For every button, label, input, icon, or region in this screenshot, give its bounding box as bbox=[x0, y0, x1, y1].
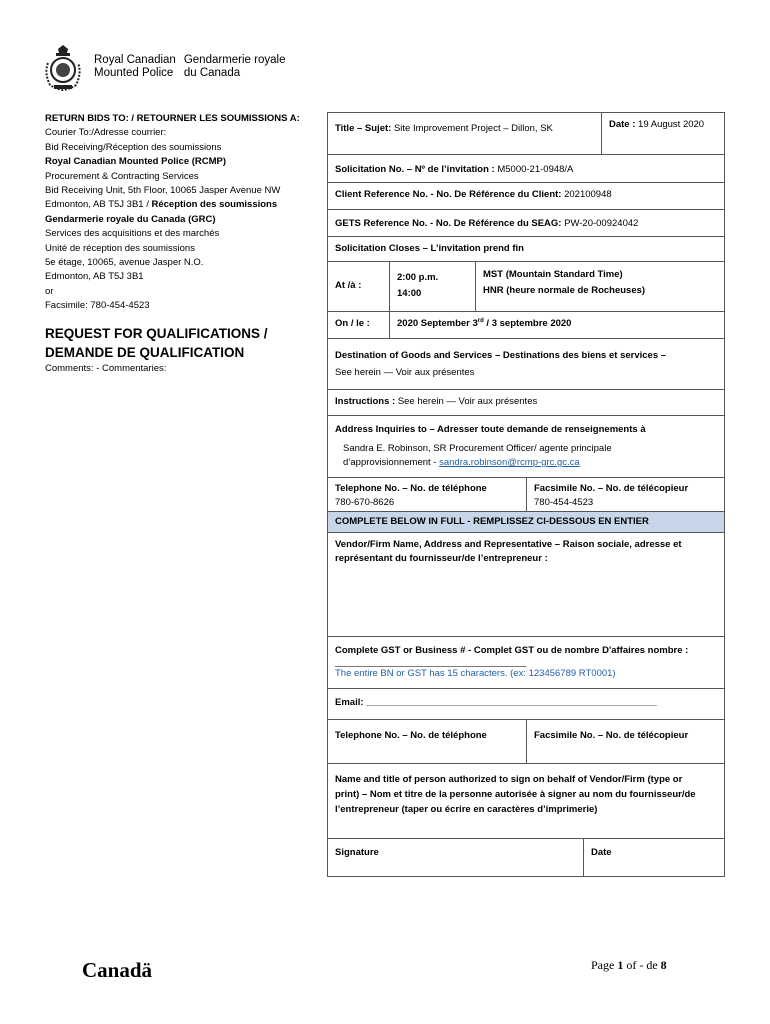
solicitation-label: Solicitation No. – Nº de l’invitation : bbox=[335, 164, 495, 175]
page-total: 8 bbox=[660, 958, 667, 972]
timezone-en: MST (Mountain Standard Time) bbox=[483, 269, 623, 280]
at-label: At /à : bbox=[335, 280, 362, 291]
date-cell bbox=[601, 113, 724, 154]
page-middle: of - de bbox=[623, 958, 661, 972]
signature-date-field[interactable]: Date bbox=[583, 839, 724, 876]
gst-hint: The entire BN or GST has 15 characters. (ex: 123456789 RT0001) bbox=[335, 668, 616, 679]
fax-value: 780-454-4523 bbox=[534, 497, 594, 508]
solicitation-row bbox=[328, 154, 724, 182]
client-ref-row bbox=[328, 182, 724, 209]
date-label: Date : bbox=[609, 119, 636, 130]
closing-date-row bbox=[328, 311, 724, 338]
closing-time-24h: 14:00 bbox=[397, 288, 422, 299]
fax-cell bbox=[526, 478, 724, 511]
contact-phone-row bbox=[328, 477, 724, 511]
address-line-2: Royal Canadian Mounted Police (RCMP) bbox=[45, 156, 227, 168]
telephone-cell bbox=[328, 478, 526, 511]
closing-date-value bbox=[389, 312, 724, 338]
vendor-fax-field[interactable]: Facsimile No. – No. de télécopieur bbox=[526, 720, 724, 763]
signature-row bbox=[328, 838, 724, 876]
authorized-label-1: Name and title of person authorized to sign on behalf of Vendor/Firm (type or bbox=[335, 774, 683, 785]
rfq-title-fr: DEMANDE DE QUALIFICATION bbox=[45, 344, 245, 360]
address-line-6: Gendarmerie royale du Canada (GRC) bbox=[45, 213, 216, 225]
address-line-4: Bid Receiving Unit, 5th Floor, 10065 Jasper Avenue NW bbox=[45, 185, 281, 197]
fax-label: Facsimile No. – No. de télécopieur bbox=[534, 483, 689, 494]
vendor-label-1: Vendor/Firm Name, Address and Representative – Raison sociale, adresse et bbox=[335, 539, 682, 550]
complete-below-band: COMPLETE BELOW IN FULL - REMPLISSEZ CI-DESSOUS EN ENTIER bbox=[328, 511, 724, 532]
closes-label: Solicitation Closes – L’invitation prend fin bbox=[335, 243, 524, 254]
org-name-fr-2: du Canada bbox=[183, 67, 241, 79]
or-text: or bbox=[45, 285, 54, 297]
address-line-5 bbox=[45, 198, 315, 212]
canada-wordmark: Canadä bbox=[82, 958, 153, 982]
address-line-5a: Edmonton, AB T5J 3B1 / bbox=[45, 199, 152, 211]
contact-block bbox=[335, 442, 717, 470]
return-bids-heading: RETURN BIDS TO: / RETOURNER LES SOUMISSIONS A: bbox=[45, 113, 300, 124]
destination-value: See herein — Voir aux présentes bbox=[335, 367, 475, 378]
title-label: Title – Sujet: bbox=[335, 123, 392, 134]
facsimile-text: Facsimile: 780-454-4523 bbox=[45, 300, 150, 312]
signature-field[interactable]: Signature bbox=[335, 847, 379, 858]
telephone-value: 780-670-8626 bbox=[335, 497, 395, 508]
authorized-label-3: l’entrepreneur (taper ou écrire en caractères d’imprimerie) bbox=[335, 804, 598, 815]
instructions-row bbox=[328, 389, 724, 415]
page-current: 1 bbox=[617, 958, 624, 972]
address-line-3: Procurement & Contracting Services bbox=[45, 170, 199, 182]
page-number bbox=[591, 958, 667, 973]
return-address-block bbox=[45, 112, 315, 376]
contact-role-fr: d’approvisionnement - bbox=[343, 457, 440, 468]
destination-label: Destination of Goods and Services – Destinations des biens et services – bbox=[335, 350, 667, 361]
title-row bbox=[328, 113, 724, 154]
contact-line-1: Sandra E. Robinson, SR Procurement Officer/ agente principale bbox=[343, 443, 612, 454]
closes-row bbox=[328, 236, 724, 261]
address-line-9: 5e étage, 10065, avenue Jasper N.O. bbox=[45, 257, 204, 269]
org-name-en-2: Mounted Police bbox=[94, 67, 174, 79]
gets-ref-row bbox=[328, 209, 724, 236]
timezone-cell bbox=[475, 262, 724, 311]
rfq-title-en: REQUEST FOR QUALIFICATIONS / bbox=[45, 325, 268, 341]
closing-date-b: / 3 septembre 2020 bbox=[483, 318, 572, 330]
closing-date-a: 2020 September 3 bbox=[397, 318, 478, 330]
closing-time-12h: 2:00 p.m. bbox=[397, 272, 439, 283]
timezone-fr: HNR (heure normale de Rocheuses) bbox=[483, 285, 646, 296]
client-ref-value: 202100948 bbox=[564, 189, 612, 200]
courier-label: Courier To:/Adresse courrier: bbox=[45, 127, 167, 139]
org-name-fr-1: Gendarmerie royale bbox=[183, 54, 286, 66]
rcmp-crest-icon bbox=[42, 43, 84, 91]
contact-email-link[interactable]: sandra.robinson@rcmp-grc.gc.ca bbox=[439, 457, 580, 468]
address-line-10: Edmonton, AB T5J 3B1 bbox=[45, 271, 144, 283]
title-value: Site Improvement Project – Dillon, SK bbox=[393, 123, 553, 134]
telephone-label: Telephone No. – No. de téléphone bbox=[335, 483, 487, 494]
vendor-phone-row bbox=[328, 719, 724, 763]
inquiries-label: Address Inquiries to – Adresser toute demande de renseignements à bbox=[335, 424, 646, 435]
vendor-label-2: représentant du fournisseur/de l’entrepreneur : bbox=[335, 553, 548, 564]
authorized-label-2: print) – Nom et titre de la personne autorisée à signer au nom du fournisseur/de bbox=[335, 789, 696, 800]
gets-label: GETS Reference No. - No. De Référence du SEAG: bbox=[335, 218, 562, 229]
address-line-7: Services des acquisitions et des marchés bbox=[45, 228, 220, 240]
page-prefix: Page bbox=[591, 958, 618, 972]
authorized-person-field[interactable] bbox=[328, 763, 724, 838]
client-ref-label: Client Reference No. - No. De Référence du Client: bbox=[335, 189, 562, 200]
date-value: 19 August 2020 bbox=[638, 119, 705, 130]
instructions-label: Instructions : bbox=[335, 396, 396, 407]
rfq-title bbox=[45, 324, 315, 362]
contact-line-2 bbox=[343, 456, 717, 470]
gst-label: Complete GST or Business # - Complet GST ou de nombre D'affaires nombre : bbox=[335, 645, 689, 656]
on-label: On / le : bbox=[335, 318, 370, 329]
solicitation-value: M5000-21-0948/A bbox=[497, 164, 574, 175]
vendor-field[interactable] bbox=[328, 532, 724, 636]
closing-time-row bbox=[328, 261, 724, 311]
rcmp-logo bbox=[42, 42, 293, 92]
closing-time-cell bbox=[389, 262, 475, 311]
address-line-1: Bid Receiving/Réception des soumissions bbox=[45, 141, 222, 153]
vendor-telephone-field[interactable]: Telephone No. – No. de téléphone bbox=[335, 730, 487, 741]
org-name-en-1: Royal Canadian bbox=[94, 54, 176, 66]
closing-date-sup: rd bbox=[477, 318, 484, 324]
gst-field[interactable] bbox=[328, 636, 724, 688]
address-line-5b: Réception des soumissions bbox=[151, 199, 278, 211]
title-cell bbox=[328, 113, 601, 154]
address-line-8: Unité de réception des soumissions bbox=[45, 242, 195, 254]
destination-row bbox=[328, 338, 724, 389]
instructions-value: See herein — Voir aux présentes bbox=[397, 396, 538, 407]
comments-label: Comments: - Commentaries: bbox=[45, 362, 167, 374]
gets-value: PW-20-00924042 bbox=[564, 218, 639, 229]
inquiries-row bbox=[328, 415, 724, 477]
solicitation-form bbox=[327, 112, 725, 877]
gst-underline: ___________________________________________ bbox=[335, 658, 527, 667]
email-field[interactable]: Email: _______________________________________________________ bbox=[328, 688, 724, 719]
